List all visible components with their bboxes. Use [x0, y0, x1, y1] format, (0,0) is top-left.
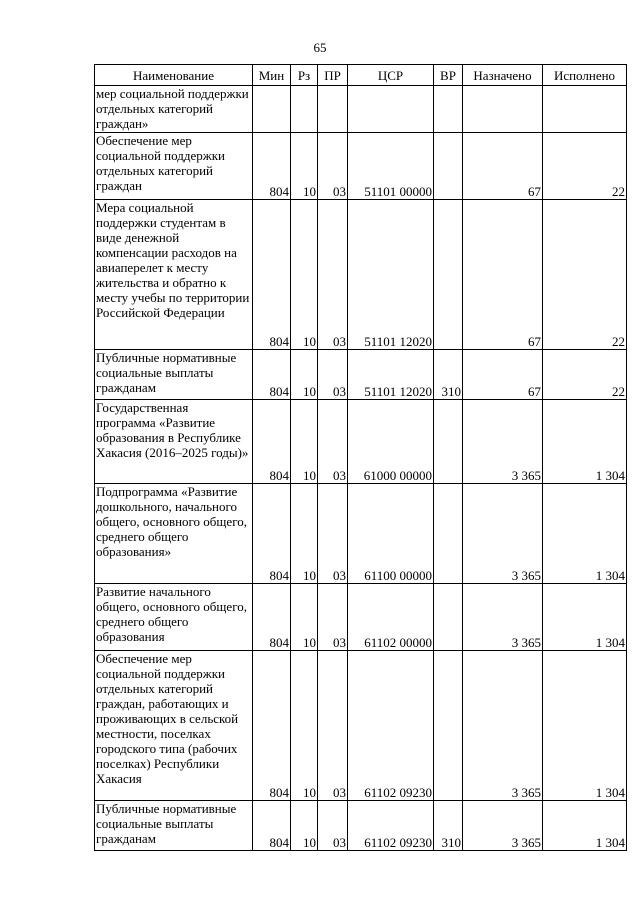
- cell-vr: [434, 400, 463, 484]
- cell-min: 804: [253, 801, 291, 851]
- cell-vr: 310: [434, 801, 463, 851]
- cell-csr: 61100 00000: [348, 484, 434, 584]
- cell-executed: 1 304: [543, 584, 627, 651]
- cell-name: Развитие начального общего, основного общего, среднего общего образования: [95, 584, 253, 651]
- cell-csr: 61000 00000: [348, 400, 434, 484]
- cell-rz: 10: [291, 651, 318, 801]
- table-row: [95, 400, 627, 484]
- cell-executed: 1 304: [543, 484, 627, 584]
- cell-csr: [348, 86, 434, 133]
- cell-name: Мера социальной поддержки студентам в виде денежной компенсации расходов на авиаперелет к месту жительства и обратно к месту учебы по территории Российской Федерации: [95, 200, 253, 350]
- cell-csr: 51101 00000: [348, 133, 434, 200]
- cell-pr: 03: [318, 801, 348, 851]
- cell-assigned: [463, 86, 543, 133]
- header-pr: ПР: [318, 65, 348, 86]
- cell-pr: 03: [318, 133, 348, 200]
- header-rz: Рз: [291, 65, 318, 86]
- cell-vr: [434, 200, 463, 350]
- cell-executed: 22: [543, 200, 627, 350]
- cell-csr: 61102 09230: [348, 801, 434, 851]
- cell-csr: 51101 12020: [348, 200, 434, 350]
- table-row: [95, 133, 627, 200]
- cell-min: 804: [253, 200, 291, 350]
- header-min: Мин: [253, 65, 291, 86]
- table-header-row: [95, 65, 627, 86]
- header-vr: ВР: [434, 65, 463, 86]
- page-number: 65: [313, 40, 327, 55]
- cell-executed: 1 304: [543, 801, 627, 851]
- table-row: [95, 86, 627, 133]
- cell-pr: 03: [318, 484, 348, 584]
- cell-pr: 03: [318, 651, 348, 801]
- cell-vr: [434, 484, 463, 584]
- cell-min: 804: [253, 651, 291, 801]
- cell-assigned: 67: [463, 133, 543, 200]
- cell-name: мер социальной поддержки отдельных категорий граждан»: [95, 86, 253, 133]
- cell-rz: 10: [291, 484, 318, 584]
- cell-pr: 03: [318, 350, 348, 400]
- cell-min: 804: [253, 133, 291, 200]
- cell-min: 804: [253, 350, 291, 400]
- cell-rz: 10: [291, 133, 318, 200]
- cell-csr: 61102 00000: [348, 584, 434, 651]
- table-row: [95, 801, 627, 851]
- cell-assigned: 3 365: [463, 651, 543, 801]
- cell-pr: [318, 86, 348, 133]
- header-csr: ЦСР: [348, 65, 434, 86]
- cell-executed: [543, 86, 627, 133]
- cell-csr: 61102 09230: [348, 651, 434, 801]
- cell-rz: 10: [291, 801, 318, 851]
- cell-min: [253, 86, 291, 133]
- cell-name: Публичные нормативные социальные выплаты гражданам: [95, 350, 253, 400]
- cell-rz: 10: [291, 200, 318, 350]
- table-row: [95, 484, 627, 584]
- cell-name: Подпрограмма «Развитие дошкольного, начального общего, основного общего, среднего общего образования»: [95, 484, 253, 584]
- table-row: [95, 200, 627, 350]
- cell-rz: 10: [291, 350, 318, 400]
- cell-min: 804: [253, 484, 291, 584]
- cell-vr: [434, 584, 463, 651]
- cell-assigned: 67: [463, 350, 543, 400]
- cell-pr: 03: [318, 200, 348, 350]
- cell-assigned: 3 365: [463, 484, 543, 584]
- cell-name: Публичные нормативные социальные выплаты гражданам: [95, 801, 253, 851]
- header-assigned: Назначено: [463, 65, 543, 86]
- cell-min: 804: [253, 400, 291, 484]
- cell-name: Государственная программа «Развитие образования в Республике Хакасия (2016–2025 годы)»: [95, 400, 253, 484]
- cell-executed: 22: [543, 350, 627, 400]
- table-row: [95, 584, 627, 651]
- cell-name: Обеспечение мер социальной поддержки отдельных категорий граждан, работающих и проживающих в сельской местности, поселках городского типа (рабочих поселках) Республики Хакасия: [95, 651, 253, 801]
- cell-vr: [434, 133, 463, 200]
- cell-executed: 1 304: [543, 651, 627, 801]
- header-executed: Исполнено: [543, 65, 627, 86]
- cell-executed: 22: [543, 133, 627, 200]
- cell-pr: 03: [318, 400, 348, 484]
- table-row: [95, 350, 627, 400]
- cell-min: 804: [253, 584, 291, 651]
- cell-assigned: 3 365: [463, 584, 543, 651]
- cell-assigned: 3 365: [463, 801, 543, 851]
- cell-vr: [434, 86, 463, 133]
- cell-name: Обеспечение мер социальной поддержки отдельных категорий граждан: [95, 133, 253, 200]
- cell-rz: [291, 86, 318, 133]
- cell-executed: 1 304: [543, 400, 627, 484]
- budget-table: [94, 64, 627, 851]
- cell-assigned: 3 365: [463, 400, 543, 484]
- cell-vr: 310: [434, 350, 463, 400]
- cell-rz: 10: [291, 584, 318, 651]
- cell-assigned: 67: [463, 200, 543, 350]
- cell-csr: 51101 12020: [348, 350, 434, 400]
- cell-rz: 10: [291, 400, 318, 484]
- cell-pr: 03: [318, 584, 348, 651]
- table-row: [95, 651, 627, 801]
- cell-vr: [434, 651, 463, 801]
- header-name: Наименование: [95, 65, 253, 86]
